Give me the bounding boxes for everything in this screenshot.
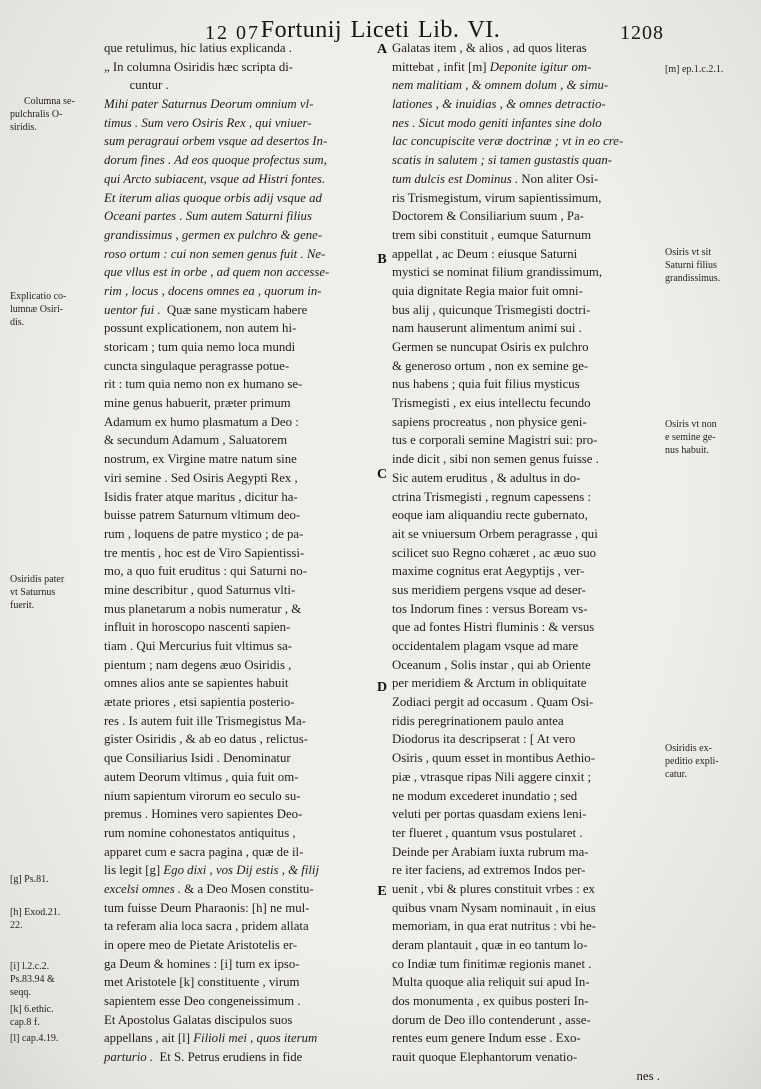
text-line: rum nomine cohonestatos antiquitus , (104, 825, 296, 840)
text-line: ætate priores , etsi sapientia posterio- (104, 695, 295, 710)
text-line: per meridiem & Arctum in obliquitate (392, 676, 587, 691)
text-line: ctrina Trismegisti , regnum capessens : (392, 489, 592, 504)
section-letter-C: C (376, 467, 388, 482)
text-line: sum peragraui orbem vsque ad desertos In- (104, 134, 328, 149)
text-line: influit in horoscopo nascenti sapien- (104, 620, 291, 635)
text-line: lis legit [g] Ego dixi , vos Dij estis , & filij (104, 863, 320, 878)
margin-note: [g] Ps.81. (10, 874, 49, 885)
text-line: sapiens procreatus , non physice geni- (392, 414, 587, 429)
text-line: nes . Sicut modo geniti infantes sine dolo (392, 115, 602, 130)
text-line: Trismegisti , ex eius intellectu fecundo (392, 396, 591, 411)
text-line: mine describitur , quod Saturnus vlti- (104, 582, 296, 597)
text-line: nus habens ; quia fuit filius mysticus (392, 377, 580, 392)
text-line: Doctorem & Consiliarium suum , Pa- (392, 209, 584, 224)
text-line: tiam . Qui Mercurius fuit vltimus sa- (104, 639, 293, 653)
text-line: grandissimus , germen ex pulchro & gene- (104, 227, 323, 242)
text-line: mittebat , infit [m] Deponite igitur om- (392, 59, 592, 74)
text-line: que vllus est in orbe , ad quem non accesse- (104, 265, 330, 280)
text-line: viri semine . Sed Osiris Aegypti Rex , (104, 470, 298, 485)
text-line: rum , loquens de patre mystico ; de pa- (104, 526, 304, 541)
text-line: sus meridiem pergens vsque ad deser- (392, 582, 586, 597)
text-line: bus alij , quicunque Trismegisti doctri- (392, 302, 591, 317)
section-letter-E: E (377, 884, 387, 899)
running-title: Fortunij Liceti Lib. VI. (260, 17, 501, 43)
text-line: nium sapientum virorum eo seculo su- (104, 788, 301, 803)
text-line: occidentalem plagam vsque ad mare (392, 639, 579, 653)
text-line: uentor fui . Quæ sane mysticam habere (104, 302, 308, 317)
text-line: res . Is autem fuit ille Trismegistus Ma- (104, 713, 306, 728)
text-line: tos Indorum fines : versus Boream vs- (392, 601, 588, 616)
page-number-right: 1208 (620, 22, 664, 44)
right-margin-notes (665, 0, 757, 1089)
margin-note: Osiris vt sit Saturni filius grandissimus. (665, 247, 721, 284)
text-line: maxime cognitus erat Aegyptijs , ver- (392, 564, 585, 579)
text-line: met Aristotele [k] constituente , virum (104, 975, 300, 990)
text-line: quia dignitate Regia maior fuit omni- (392, 283, 583, 298)
margin-note: Columna se- pulchralis O- siridis. (10, 96, 75, 133)
text-line: veluti per portas quasdam exiens leni- (392, 807, 587, 822)
text-line: rit : tum quia nemo non ex humano se- (104, 377, 303, 392)
text-line: cuncta singulaque peragrasse potue- (104, 358, 290, 373)
text-line: dorum de Deo illo contenderunt , asse- (392, 1012, 591, 1027)
margin-note: Osiris vt non e semine ge- nus habuit. (665, 419, 717, 456)
text-line: ris Trismegistum, virum sapientissimum, (392, 190, 602, 205)
text-line: Deinde per Arabiam iuxta rubrum ma- (392, 844, 589, 859)
text-line: uenit , vbi & plures constituit vrbes : ex (392, 881, 595, 896)
text-line: timus . Sum vero Osiris Rex , qui vniuer- (104, 115, 312, 130)
text-line: que retulimus, hic latius explicanda . (104, 41, 292, 55)
text-line: possunt explicationem, non autem hi- (104, 321, 297, 336)
text-line: dorum fines . Ad eos quoque profectus sum, (104, 153, 327, 168)
margin-note: [k] 6.ethic. cap.8 f. (10, 1004, 54, 1028)
text-line: excelsi omnes . & a Deo Mosen constitu- (104, 881, 314, 896)
text-line: appellans , ait [l] Filioli mei , quos iterum (104, 1031, 318, 1046)
text-line: piæ , vtrasque ripas Nili aggere cinxit ; (392, 769, 592, 784)
text-line: Sic autem eruditus , & adultus in do- (392, 470, 581, 485)
text-line: mus planetarum a nobis numeratur , & (104, 601, 302, 616)
text-line: roso ortum : cui non semen genus fuit . Ne- (104, 246, 326, 261)
text-line: mo, a quo fuit eruditus : qui Saturni no- (104, 564, 307, 579)
text-line: tre mentis , hoc est de Viro Sapientissi- (104, 545, 305, 560)
text-line: nam hauserunt alimentum animi sui . (392, 321, 582, 336)
text-line: gister Osiridis , & ab eo datus , relictus- (104, 732, 309, 747)
right-text-column (392, 39, 660, 1086)
text-line: Et iterum alias quoque orbis adij vsque ad (104, 190, 322, 205)
text-line: rauit quoque Elephantorum venatio- (392, 1050, 578, 1065)
section-letter-B: B (377, 252, 387, 267)
text-line: que Consiliarius Isidi . Denominatur (104, 751, 291, 766)
text-line: mystici se nominat filium grandissimum, (392, 265, 603, 280)
text-line: ta referam alia loca sacra , pridem allata (104, 919, 309, 934)
text-line: cuntur . (104, 78, 169, 93)
text-line: ne modum excederet inundatio ; sed (392, 788, 578, 803)
left-margin-notes (8, 0, 102, 1089)
text-line: tus e corporali semine Magistri sui: pro- (392, 433, 598, 448)
text-line: Et Apostolus Galatas discipulos suos (104, 1012, 293, 1027)
text-line: eoque iam aliquandiu recte gubernato, (392, 508, 588, 523)
page-number-left: 12 07 (205, 22, 260, 44)
text-line: tum dulcis est Dominus . Non aliter Osi- (392, 171, 599, 186)
text-line: lac concupiscite veræ doctrinæ ; vt in eo cre- (392, 134, 624, 149)
catchword: nes . (636, 1068, 660, 1083)
margin-note: Explicatio co- lumnæ Osiri- dis. (10, 291, 67, 328)
text-line: deram plantauit , quæ in eo tantum lo- (392, 938, 588, 952)
text-line: scilicet suo Regno cohæret , ac æuo suo (392, 545, 597, 560)
margin-note: [h] Exod.21. 22. (10, 907, 61, 931)
text-line: Zodiaci pergit ad occasum . Quam Osi- (392, 695, 594, 710)
text-line: ter flueret , quantum vsus postularet . (392, 825, 583, 840)
text-line: ridis peregrinationem paulo antea (392, 713, 564, 728)
text-line: ga Deum & homines : [i] tum ex ipso- (104, 956, 300, 971)
text-line: Mihi pater Saturnus Deorum omnium vl- (104, 97, 314, 112)
margin-note: Osiridis ex- peditio expli- catur. (665, 743, 719, 780)
text-line: sapientem esse Deo congeneissimum . (104, 994, 301, 1009)
text-line: co Indiæ tum finitimæ regionis manet . (392, 956, 592, 971)
text-line: Oceani partes . Sum autem Saturni filius (104, 209, 312, 224)
text-line: apparet cum e sacra pagina , quæ de il- (104, 844, 304, 859)
text-line: Galatas item , & alios , ad quos literas (392, 41, 587, 55)
text-line: mine genus habuerit, præter primum (104, 396, 291, 411)
margin-note: [l] cap.4.19. (10, 1033, 59, 1044)
section-letter-D: D (376, 680, 388, 695)
text-line: nem malitiam , & omnem dolum , & simu- (392, 78, 609, 93)
text-line: inde dicit , sibi non semen genus fuisse . (392, 452, 599, 467)
text-line: storicam ; tum quia nemo loca mundi (104, 340, 296, 354)
text-line: omnes alios ante se sapientes habuit (104, 676, 289, 691)
text-line: pientum ; nam degens æuo Osiridis , (104, 657, 292, 672)
text-line: scatis in salutem ; si tamen gustastis quan- (392, 153, 613, 168)
text-line: dos monumenta , ex quibus posteri In- (392, 994, 589, 1009)
margin-note: Osiridis pater vt Saturnus fuerit. (10, 574, 65, 611)
text-line: trem sibi constituit , eumque Saturnum (392, 227, 592, 242)
text-line: re iter faciens, ad extremos Indos per- (392, 863, 586, 878)
text-line: Isidis frater atque maritus , dicitur ha- (104, 489, 298, 504)
text-line: rim , locus , docens omnes ea , quorum in- (104, 283, 322, 298)
text-line: „ In columna Osiridis hæc scripta di- (104, 59, 294, 74)
text-line: in opere meo de Pietate Aristotelis er- (104, 938, 298, 952)
text-line: lationes , & inuidias , & omnes detractio- (392, 97, 606, 112)
section-letter-A: A (376, 42, 388, 57)
margin-note: [i] l.2.c.2. Ps.83.94 & seqq. (10, 961, 55, 998)
text-line: memoriam, in qua erat nutritus : vbi he- (392, 919, 596, 934)
text-line: Multa quoque alia reliquit sui apud In- (392, 975, 590, 990)
text-line: Germen se nuncupat Osiris ex pulchro (392, 340, 589, 354)
text-line: Oceanum , Solis instar , qui ab Oriente (392, 657, 591, 672)
text-line: parturio . Et S. Petrus erudiens in fide (104, 1050, 303, 1065)
text-line: autem Deorum vltimus , quia fuit om- (104, 769, 299, 784)
text-line: que ad fontes Histri fluminis : & versus (392, 620, 595, 635)
text-line: Adamum ex humo plasmatum a Deo : (104, 414, 299, 429)
text-line: rentes eum genere Indum esse . Exo- (392, 1031, 581, 1046)
text-line: & secundum Adamum , Saluatorem (104, 433, 288, 448)
text-line: tum fuisse Deum Pharaonis: [h] ne mul- (104, 900, 310, 915)
text-line: & generoso ortum , non ex semine ge- (392, 358, 589, 373)
text-line: Osiris , quum esset in montibus Aethio- (392, 751, 595, 766)
text-line: appellat , ac Deum : eiusque Saturni (392, 246, 578, 261)
text-line: Diodorus ita descripserat : [ At vero (392, 732, 576, 747)
left-text-column (104, 39, 373, 1067)
section-letter-gutter (373, 0, 391, 1089)
text-line: buisse patrem Saturnum vltimum deo- (104, 508, 301, 523)
text-line: premus . Homines vero sapientes Deo- (104, 807, 303, 822)
text-line: nostrum, ex Virgine matre natum sine (104, 452, 297, 467)
margin-note: [m] ep.1.c.2.1. (665, 64, 724, 75)
text-line: ait se vniuersum Orbem peragrasse , qui (392, 526, 598, 541)
text-line: quibus vnam Nysam nominauit , in eius (392, 900, 596, 915)
text-line: qui Arcto subiacent, vsque ad Histri fontes. (104, 171, 326, 186)
